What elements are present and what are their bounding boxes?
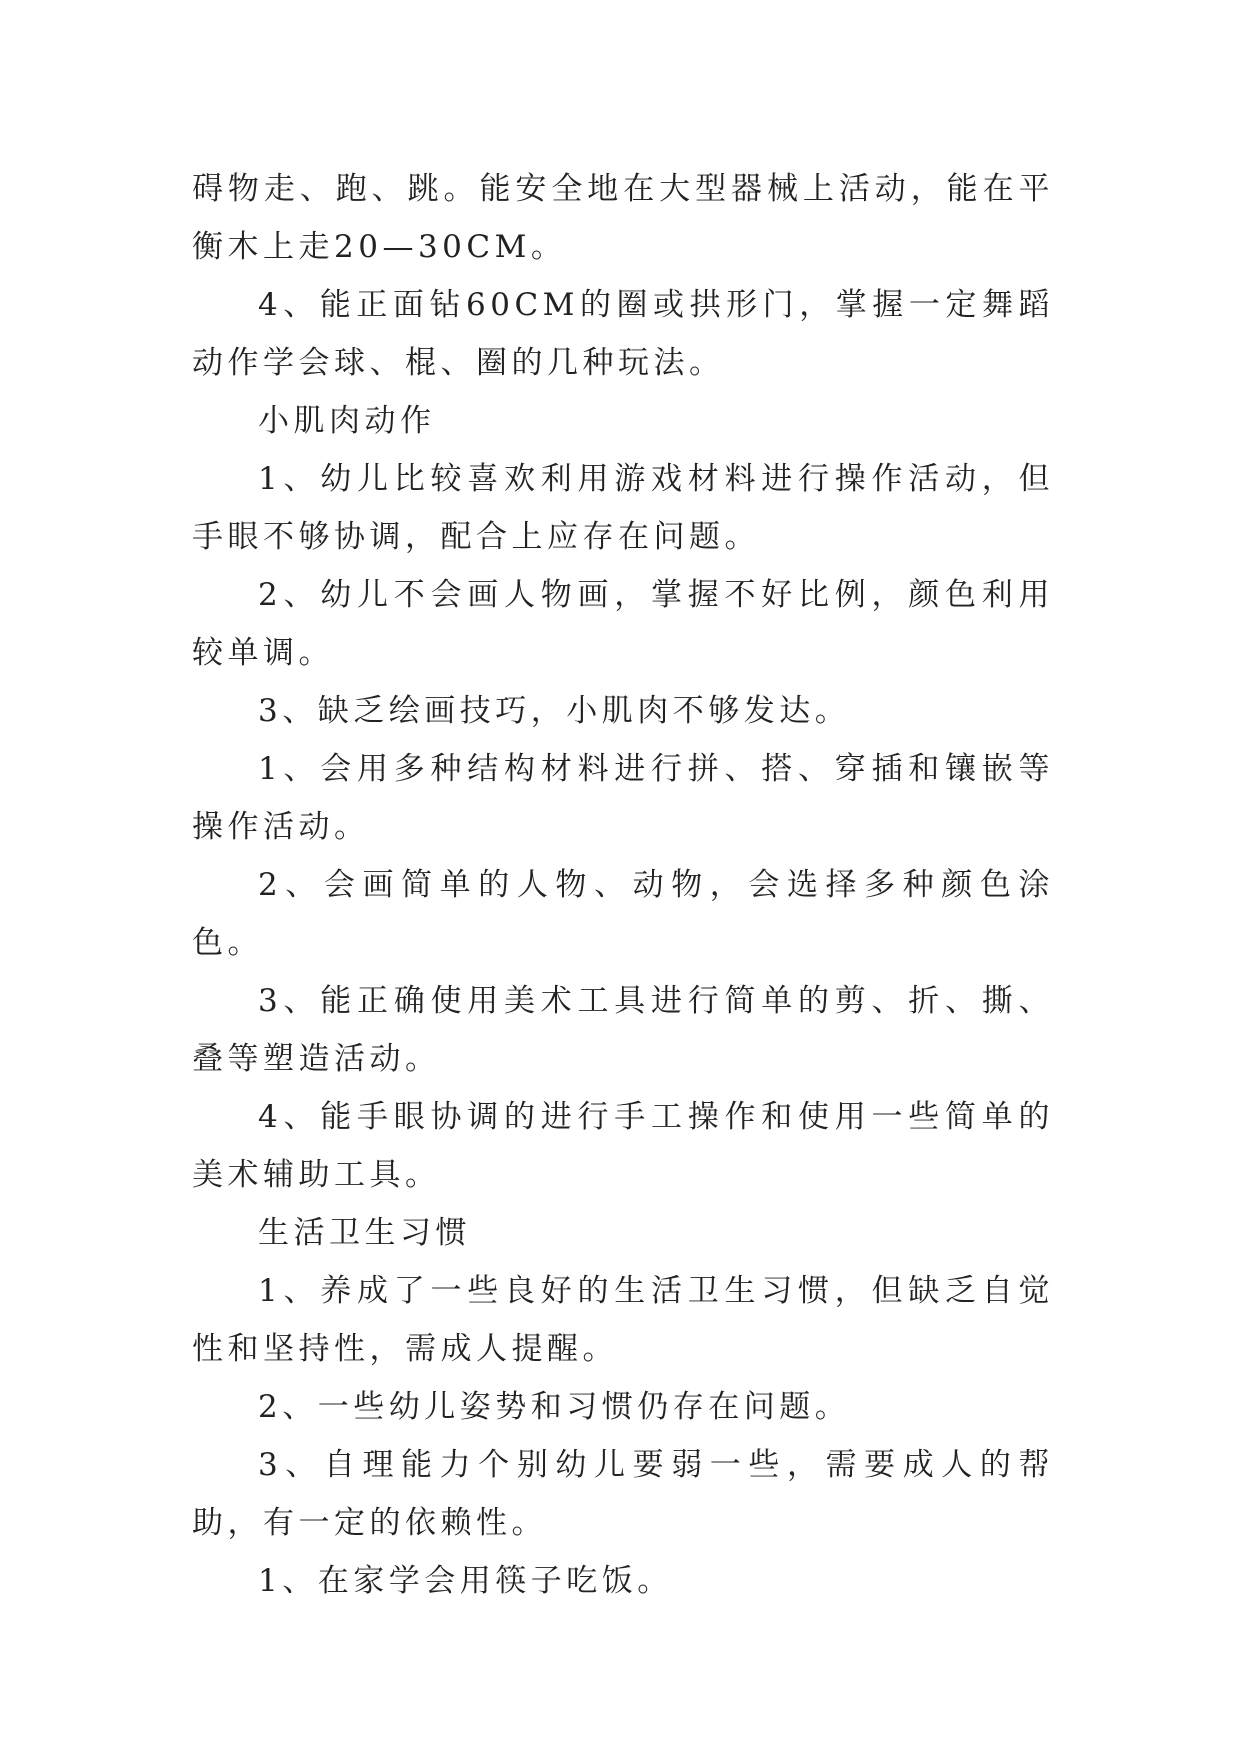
paragraph: 1、会用多种结构材料进行拼、搭、穿插和镶嵌等操作活动。 [192,751,1054,845]
paragraph: 3、能正确使用美术工具进行简单的剪、折、撕、叠等塑造活动。 [192,983,1054,1077]
section-heading: 小肌肉动作 [258,403,436,439]
section-heading: 生活卫生习惯 [258,1215,471,1251]
paragraph: 碍物走、跑、跳。能安全地在大型器械上活动，能在平衡木上走20—30CM。 [192,171,1054,265]
paragraph: 1、养成了一些良好的生活卫生习惯，但缺乏自觉性和坚持性，需成人提醒。 [192,1273,1054,1367]
paragraph: 4、能正面钻60CM的圈或拱形门，掌握一定舞蹈动作学会球、棍、圈的几种玩法。 [192,287,1054,381]
paragraph: 4、能手眼协调的进行手工操作和使用一些简单的美术辅助工具。 [192,1099,1054,1193]
paragraph: 3、自理能力个别幼儿要弱一些，需要成人的帮助，有一定的依赖性。 [192,1447,1054,1541]
paragraph: 2、幼儿不会画人物画，掌握不好比例，颜色利用较单调。 [192,577,1054,671]
paragraph: 2、一些幼儿姿势和习惯仍存在问题。 [258,1389,851,1425]
paragraph: 1、幼儿比较喜欢利用游戏材料进行操作活动，但手眼不够协调，配合上应存在问题。 [192,461,1054,555]
paragraph: 2、会画简单的人物、动物，会选择多种颜色涂色。 [192,867,1054,961]
document-body [192,160,1054,1610]
paragraph: 1、在家学会用筷子吃饭。 [258,1563,673,1599]
paragraph: 3、缺乏绘画技巧，小肌肉不够发达。 [258,693,851,729]
